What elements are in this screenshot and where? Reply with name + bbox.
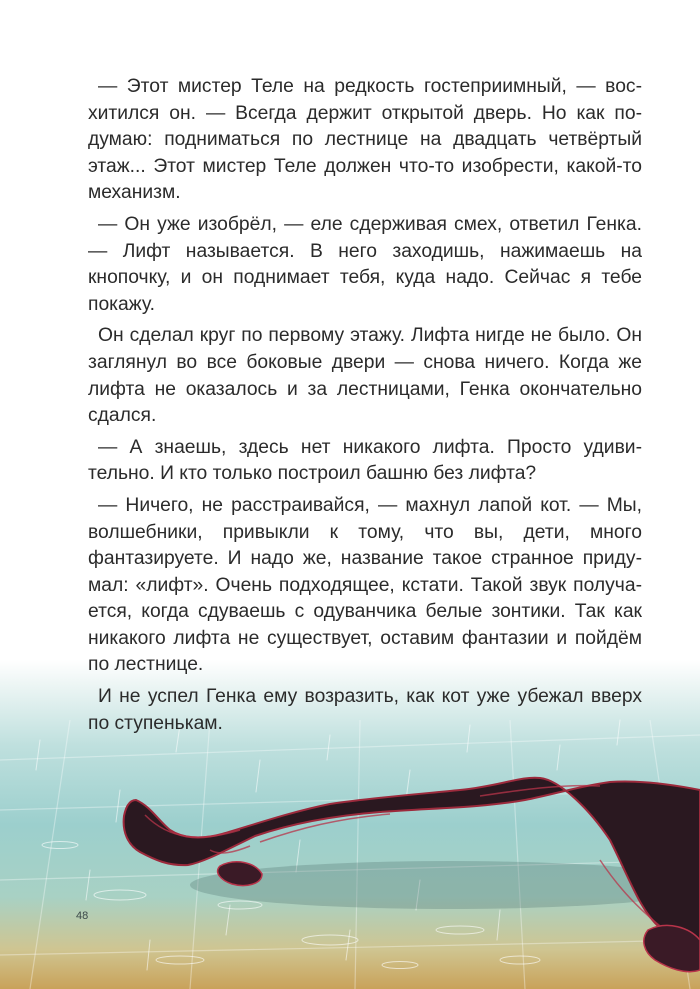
- paragraph-2: — Он уже изобрёл, — еле сдерживая смех, ответил Генка. — Лифт называется. В него заходишь, нажимаешь на кнопочку, и он поднимает тебя, куда надо. Сейчас я тебе покажу.: [88, 213, 642, 315]
- paragraph-1: — Этот мистер Теле на редкость гостеприимный, — восхитился он. — Всегда держит открытой дверь. Но как подумаю: подниматься по лестнице на двадцать четвёртый этаж... Этот мистер Теле должен что-то изобрести, какой-то механизм.: [88, 76, 642, 204]
- story-text: [88, 74, 642, 737]
- paragraph-4: — А знаешь, здесь нет никакого лифта. Просто удивительно. И кто только построил башню без лифта?: [88, 436, 642, 485]
- paragraph-6: И не успел Генка ему возразить, как кот уже убежал вверх по ступенькам.: [88, 686, 642, 734]
- page-number: 48: [76, 910, 89, 922]
- paragraph-3: Он сделал круг по первому этажу. Лифта нигде не было. Он заглянул во все боковые двери — снова ничего. Когда же лифта не оказалось и за лестницами, Генка окончательно сдался.: [88, 325, 642, 427]
- paragraph-5: — Ничего, не расстраивайся, — махнул лапой кот. — Мы, волшебники, привыкли к тому, что вы, дети, много фантазируете. И надо же, название такое странное придумал: «лифт». Очень подходящее, кстати. Такой звук получается, когда сдуваешь с одуванчика белые зонтики. Так как никакого лифта не существует, оставим фантазии и пойдём по лестнице.: [88, 494, 642, 676]
